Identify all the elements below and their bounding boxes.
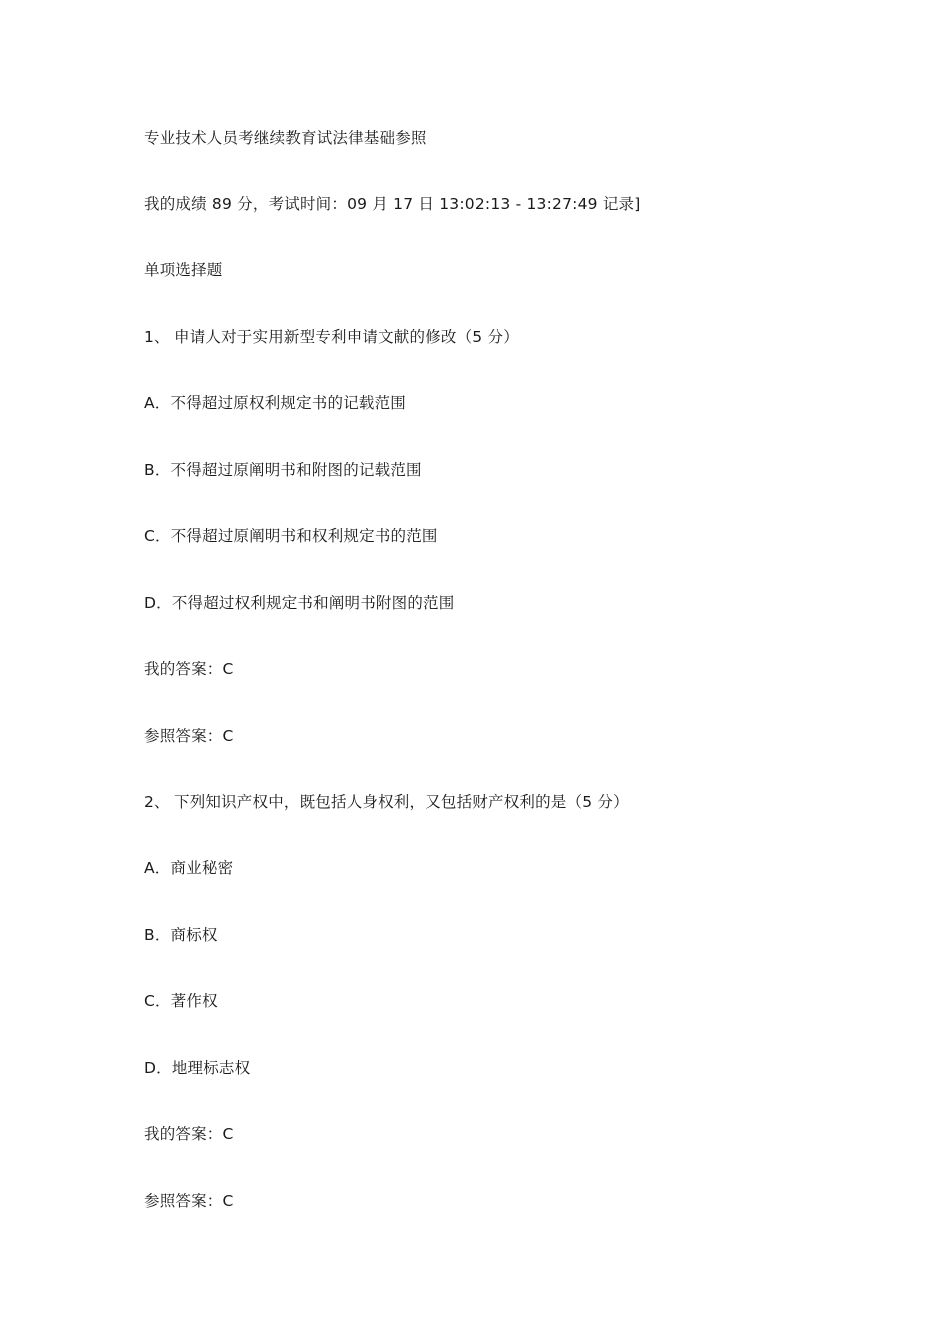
section-heading: 单项选择题 xyxy=(144,261,223,279)
question-2 xyxy=(144,792,629,812)
question-1-option-c: C．不得超过原阐明书和权利规定书的范围 xyxy=(144,527,438,545)
question-1-option-a: A．不得超过原权利规定书的记载范围 xyxy=(144,394,407,412)
question-2-number: 2、 xyxy=(144,793,170,811)
question-1-option-d: D．不得超过权利规定书和阐明书附图的范围 xyxy=(144,594,455,612)
question-2-option-c: C．著作权 xyxy=(144,992,218,1010)
question-1-text: 申请人对于实用新型专利申请文献的修改（5 分） xyxy=(174,328,519,346)
question-1-option-b: B．不得超过原阐明书和附图的记载范围 xyxy=(144,461,422,479)
question-2-reference-answer: 参照答案：C xyxy=(144,1192,234,1210)
question-2-option-d: D．地理标志权 xyxy=(144,1059,251,1077)
document-title: 专业技术人员考继续教育试法律基础参照 xyxy=(144,129,427,147)
question-2-text: 下列知识产权中，既包括人身权利，又包括财产权利的是（5 分） xyxy=(174,793,629,811)
question-1 xyxy=(144,327,519,347)
score-line: 我的成绩 89 分，考试时间：09 月 17 日 13:02:13 - 13:27:49 记录] xyxy=(144,195,641,213)
question-2-option-b: B．商标权 xyxy=(144,926,218,944)
question-1-my-answer: 我的答案：C xyxy=(144,660,234,678)
question-1-number: 1、 xyxy=(144,328,170,346)
question-2-my-answer: 我的答案：C xyxy=(144,1125,234,1143)
question-2-option-a: A．商业秘密 xyxy=(144,859,234,877)
question-1-reference-answer: 参照答案：C xyxy=(144,727,234,745)
